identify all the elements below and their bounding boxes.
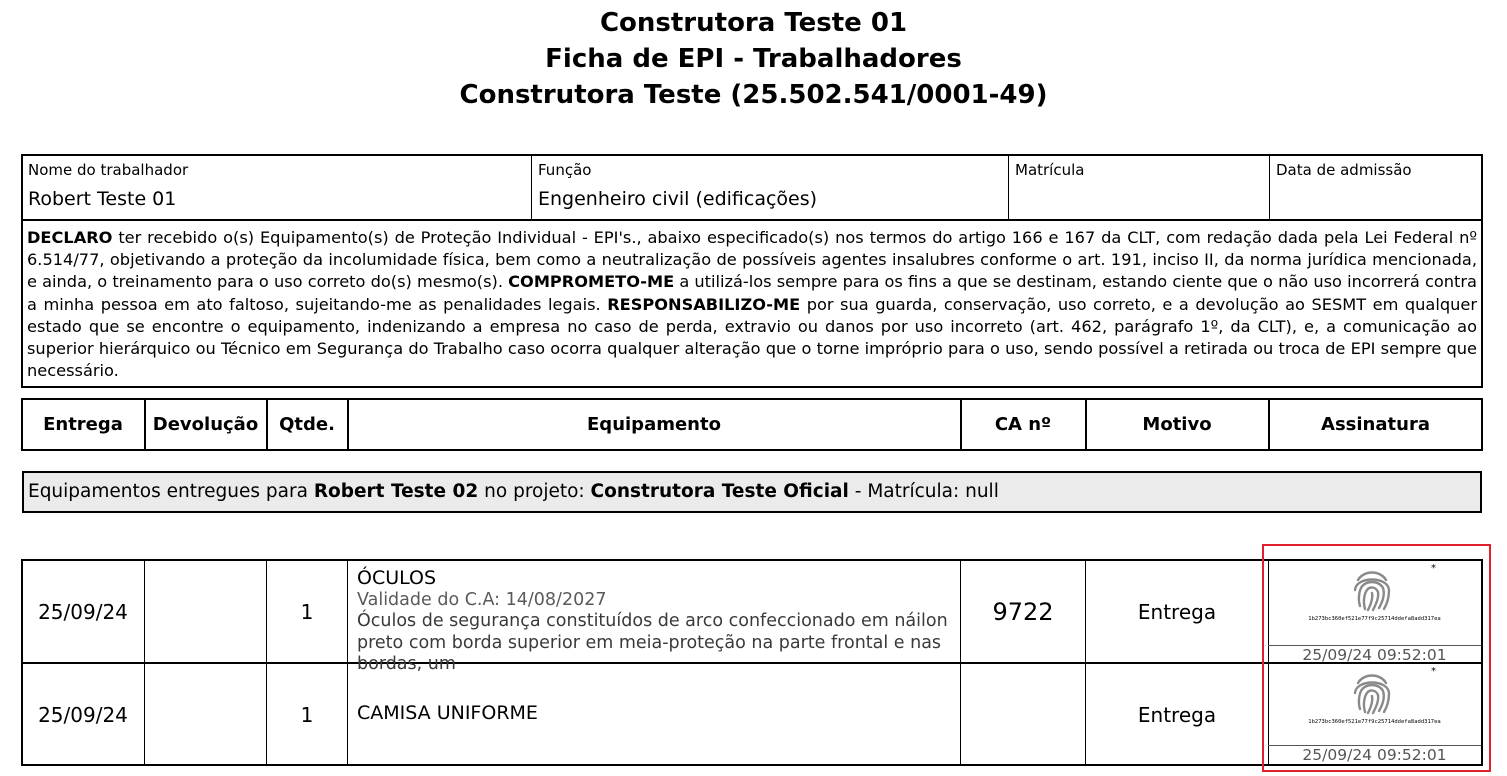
header-ca: CA nº [994,413,1052,435]
row-delivery-date: 25/09/24 [38,599,128,624]
declaration-text [27,227,1477,382]
declaro-keyword: DECLARO [27,228,113,247]
summary-prefix: Equipamentos entregues para [28,481,314,502]
row-qty: 1 [300,702,314,727]
declaration-part-1: ter recebido o(s) Equipamento(s) de Proteção Individual - EPI's., abaixo especificado(s) nos termos do artigo 166 e 167 da CLT, com redação dada pela Lei Federal nº 6.514/77, objetivando a proteção da incolumidade física, bem como a neutralização de possíveis agentes insalubres conforme o art. 191, inciso II, da norma jurídica mencionada, e ainda, o treinamento para o uso correto do(s) mesmo(s). [27,228,1477,292]
worker-registration-label: Matrícula [1015,161,1085,179]
header-delivery: Entrega [43,413,123,435]
equipment-name: ÓCULOS [357,567,437,589]
equipment-description: Óculos de segurança constituídos de arco confeccionado em náilon preto com borda superior em meia-proteção na parte frontal e nas bordas, um [357,611,948,674]
row-delivery-date: 25/09/24 [38,702,128,727]
row-qty: 1 [300,599,314,624]
equipment-name: CAMISA UNIFORME [357,702,538,724]
summary-worker: Robert Teste 02 [313,481,479,502]
signature-hash: 1b273bc360ef521e77f9c25714ddefa8add317ea [1308,719,1441,725]
company-title: Construtora Teste 01 [599,8,908,38]
row-ca: 9722 [992,597,1054,626]
header-qty: Qtde. [279,413,335,435]
header-equipment: Equipamento [587,413,721,435]
row-return-date [145,664,266,765]
worker-role-label: Função [538,161,592,179]
form-title: Ficha de EPI - Trabalhadores [545,44,962,74]
row-reason: Entrega [1137,599,1217,624]
worker-name-value: Robert Teste 01 [28,188,177,210]
row-return-date [145,561,266,662]
signature-highlight-frame [1262,544,1491,772]
worker-admission-label: Data de admissão [1276,161,1412,179]
row-equipment [357,568,955,676]
worker-admission-cell [1270,155,1482,219]
summary-suffix: - Matrícula: null [848,481,999,502]
divider [347,560,348,765]
worker-registration-cell [1009,155,1269,219]
row-equipment [357,703,955,725]
comprometo-keyword: COMPROMETO-ME [508,272,675,292]
worker-role-value: Engenheiro civil (edificações) [538,188,818,210]
header-return: Devolução [152,413,259,435]
summary-bar [22,471,1482,513]
declaration-part-3: por sua guarda, conservação, uso correto, e a devolução ao SESMT em qualquer estado que se encontre o equipamento, indenizando a empresa no caso de perda, extravio ou danos por uso incorreto (art. 462, parágrafo 1º, da CLT), e, a comunicação ao superior hierárquico ou Técnico em Segurança do Trabalho caso ocorra qualquer alteração que o torne impróprio para o uso, sendo possível a retirada ou troca de EPI sempre que necessário. [27,294,1477,381]
worker-name-cell [22,155,531,219]
signature-mark: * [1431,563,1436,574]
company-cnpj-title: Construtora Teste (25.502.541/0001-49) [459,80,1048,110]
worker-role-cell [532,155,1008,219]
worker-info-divider [22,219,1482,221]
signature-mark: * [1431,666,1436,677]
equipment-validity: Validade do C.A: 14/08/2027 [357,589,607,610]
responsabilizo-keyword: RESPONSABILIZO-ME [607,294,801,314]
summary-project: Construtora Teste Oficial [590,481,849,502]
worker-name-label: Nome do trabalhador [28,161,189,179]
signature-timestamp: 25/09/24 09:52:01 [1268,745,1481,763]
signature-timestamp: 25/09/24 09:52:01 [1268,645,1481,663]
row-ca [961,664,1085,765]
declaration-part-2: a utilizá-los sempre para os fins a que se destinam, estando ciente que o não uso incorrerá contra a minha pessoa em ato faltoso, sujeitando-me as penalidades legais. [27,272,1477,314]
header-reason: Motivo [1142,413,1212,435]
header-signature: Assinatura [1321,413,1430,435]
signature-hash: 1b273bc360ef521e77f9c25714ddefa8add317ea [1308,616,1441,622]
summary-mid: no projeto: [478,481,591,502]
row-reason: Entrega [1137,702,1217,727]
